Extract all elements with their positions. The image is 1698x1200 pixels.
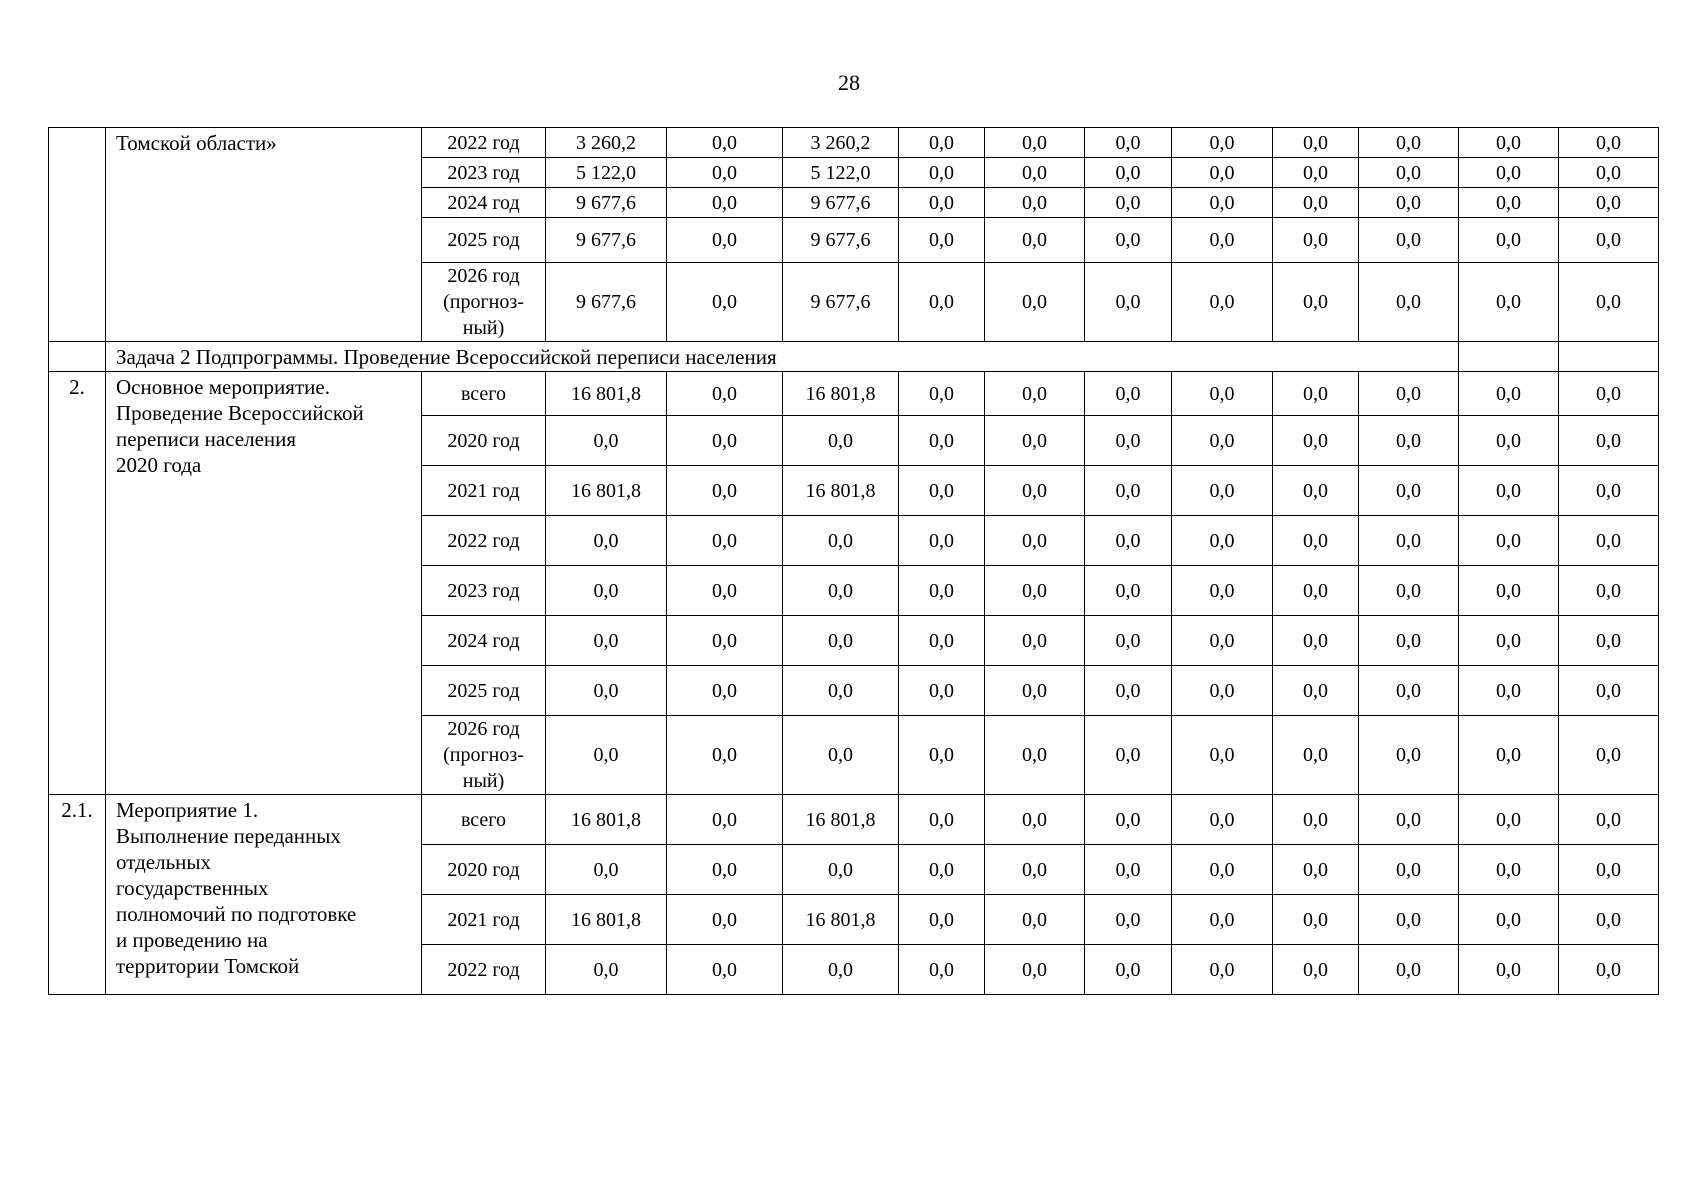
value-cell: 0,0 [1359, 516, 1459, 566]
value-cell: 16 801,8 [783, 795, 899, 845]
item-name-line: переписи населения [116, 427, 297, 451]
value-cell: 0,0 [667, 616, 783, 666]
value-cell: 16 801,8 [546, 466, 667, 516]
value-cell: 0,0 [899, 218, 985, 263]
value-cell: 0,0 [1085, 263, 1172, 342]
period-cell [422, 218, 546, 263]
period-cell [422, 566, 546, 616]
period-cell [422, 188, 546, 218]
period-line: 2024 год [447, 191, 520, 214]
item-number: 2. [49, 372, 106, 795]
value-cell: 0,0 [1559, 666, 1659, 716]
value-cell: 0,0 [1172, 945, 1273, 995]
value-cell: 0,0 [1459, 795, 1559, 845]
value-cell: 0,0 [667, 666, 783, 716]
value-cell: 0,0 [985, 188, 1085, 218]
value-cell: 0,0 [899, 566, 985, 616]
value-cell: 0,0 [1459, 616, 1559, 666]
item-name-line: Томской области» [116, 131, 277, 155]
period-line: 2020 год [447, 858, 520, 881]
value-cell: 0,0 [1273, 795, 1359, 845]
value-cell: 0,0 [1273, 895, 1359, 945]
value-cell: 0,0 [899, 516, 985, 566]
value-cell: 0,0 [1172, 845, 1273, 895]
value-cell: 0,0 [1459, 416, 1559, 466]
value-cell: 0,0 [1085, 416, 1172, 466]
value-cell: 0,0 [1273, 566, 1359, 616]
value-cell: 0,0 [1559, 188, 1659, 218]
value-cell: 0,0 [1085, 466, 1172, 516]
value-cell: 0,0 [783, 666, 899, 716]
value-cell: 0,0 [899, 666, 985, 716]
value-cell: 0,0 [1459, 188, 1559, 218]
item-number [49, 128, 106, 342]
value-cell: 0,0 [1359, 218, 1459, 263]
period-line: (прогноз- [443, 291, 524, 313]
value-cell: 0,0 [1085, 188, 1172, 218]
period-line: всего [460, 808, 507, 831]
value-cell: 9 677,6 [783, 188, 899, 218]
value-cell: 0,0 [1559, 466, 1659, 516]
value-cell: 0,0 [1172, 616, 1273, 666]
value-cell: 0,0 [1085, 516, 1172, 566]
value-cell: 0,0 [985, 666, 1085, 716]
value-cell: 0,0 [1273, 516, 1359, 566]
item-name-line: Основное мероприятие. [116, 375, 330, 399]
value-cell: 0,0 [1459, 372, 1559, 416]
period-line: 2022 год [447, 131, 520, 154]
period-cell [422, 263, 546, 342]
value-cell: 0,0 [1459, 716, 1559, 795]
value-cell: 0,0 [1359, 188, 1459, 218]
period-line: 2021 год [447, 908, 520, 931]
task-row [49, 342, 1659, 372]
value-cell: 0,0 [1559, 128, 1659, 158]
value-cell: 0,0 [1085, 158, 1172, 188]
value-cell: 0,0 [546, 516, 667, 566]
value-cell: 0,0 [1172, 372, 1273, 416]
value-cell: 0,0 [1273, 263, 1359, 342]
value-cell: 0,0 [899, 158, 985, 188]
period-line: ный) [462, 770, 505, 792]
value-cell: 0,0 [1559, 845, 1659, 895]
value-cell: 0,0 [1273, 616, 1359, 666]
period-cell [422, 516, 546, 566]
period-line: 2020 год [447, 429, 520, 452]
value-cell: 0,0 [985, 128, 1085, 158]
period-line: 2022 год [447, 529, 520, 552]
value-cell: 0,0 [546, 616, 667, 666]
value-cell: 0,0 [546, 416, 667, 466]
value-cell: 0,0 [783, 416, 899, 466]
value-cell: 0,0 [667, 895, 783, 945]
item-name [106, 372, 422, 795]
value-cell: 0,0 [985, 416, 1085, 466]
table-row [49, 128, 1659, 158]
value-cell: 0,0 [1172, 566, 1273, 616]
value-cell: 0,0 [899, 466, 985, 516]
value-cell: 0,0 [1459, 128, 1559, 158]
value-cell: 0,0 [1559, 795, 1659, 845]
value-cell: 0,0 [1359, 845, 1459, 895]
value-cell: 0,0 [1459, 263, 1559, 342]
value-cell: 9 677,6 [546, 188, 667, 218]
value-cell: 0,0 [667, 716, 783, 795]
value-cell: 0,0 [1459, 566, 1559, 616]
value-cell: 0,0 [899, 263, 985, 342]
value-cell: 0,0 [899, 616, 985, 666]
value-cell: 3 260,2 [783, 128, 899, 158]
value-cell: 0,0 [1085, 666, 1172, 716]
value-cell: 0,0 [1172, 158, 1273, 188]
value-cell: 0,0 [783, 945, 899, 995]
item-name-line: и проведению на [116, 928, 268, 952]
value-cell: 0,0 [985, 466, 1085, 516]
value-cell: 9 677,6 [546, 218, 667, 263]
value-cell: 0,0 [1273, 945, 1359, 995]
value-cell: 0,0 [1172, 516, 1273, 566]
value-cell: 5 122,0 [546, 158, 667, 188]
item-name-line: государственных [116, 876, 269, 900]
period-line: 2023 год [447, 579, 520, 602]
value-cell: 0,0 [1172, 716, 1273, 795]
item-name-line: 2020 года [116, 453, 202, 477]
item-name-line: отдельных [116, 850, 212, 874]
value-cell: 16 801,8 [783, 372, 899, 416]
task-empty-cell [1459, 342, 1559, 372]
value-cell: 3 260,2 [546, 128, 667, 158]
value-cell: 0,0 [1359, 466, 1459, 516]
table-row [49, 795, 1659, 845]
value-cell: 0,0 [1359, 372, 1459, 416]
period-cell [422, 372, 546, 416]
value-cell: 0,0 [1359, 566, 1459, 616]
value-cell: 0,0 [985, 716, 1085, 795]
value-cell: 0,0 [1359, 416, 1459, 466]
value-cell: 9 677,6 [783, 263, 899, 342]
value-cell: 0,0 [1459, 845, 1559, 895]
value-cell: 0,0 [1273, 128, 1359, 158]
task-empty-cell [1559, 342, 1659, 372]
task-title: Задача 2 Подпрограммы. Проведение Всероссийской переписи населения [106, 342, 1459, 372]
value-cell: 0,0 [985, 566, 1085, 616]
item-name-line: Мероприятие 1. [116, 798, 259, 822]
item-name-line: полномочий по подготовке [116, 902, 357, 926]
value-cell: 0,0 [899, 372, 985, 416]
value-cell: 0,0 [1459, 158, 1559, 188]
value-cell: 0,0 [1085, 795, 1172, 845]
value-cell: 0,0 [1559, 566, 1659, 616]
value-cell: 0,0 [1359, 716, 1459, 795]
value-cell: 0,0 [1172, 666, 1273, 716]
period-cell [422, 795, 546, 845]
value-cell: 0,0 [667, 795, 783, 845]
period-cell [422, 416, 546, 466]
period-line: 2025 год [447, 679, 520, 702]
value-cell: 0,0 [546, 666, 667, 716]
period-cell [422, 716, 546, 795]
period-cell [422, 128, 546, 158]
value-cell: 0,0 [667, 516, 783, 566]
value-cell: 0,0 [1172, 795, 1273, 845]
value-cell: 0,0 [1359, 895, 1459, 945]
value-cell: 16 801,8 [546, 372, 667, 416]
value-cell: 0,0 [1172, 218, 1273, 263]
value-cell: 0,0 [667, 845, 783, 895]
value-cell: 0,0 [1359, 616, 1459, 666]
value-cell: 0,0 [1172, 263, 1273, 342]
value-cell: 0,0 [1559, 158, 1659, 188]
value-cell: 5 122,0 [783, 158, 899, 188]
period-cell [422, 466, 546, 516]
value-cell: 0,0 [1085, 566, 1172, 616]
page-number: 28 [838, 70, 860, 95]
value-cell: 0,0 [985, 158, 1085, 188]
value-cell: 0,0 [667, 372, 783, 416]
value-cell: 0,0 [1172, 128, 1273, 158]
value-cell: 0,0 [1085, 945, 1172, 995]
period-line: всего [460, 382, 507, 405]
value-cell: 0,0 [1085, 128, 1172, 158]
value-cell: 0,0 [1559, 616, 1659, 666]
period-cell [422, 945, 546, 995]
value-cell: 0,0 [546, 716, 667, 795]
period-line: 2021 год [447, 479, 520, 502]
value-cell: 0,0 [985, 263, 1085, 342]
value-cell: 0,0 [985, 516, 1085, 566]
value-cell: 0,0 [546, 845, 667, 895]
value-cell: 0,0 [1559, 945, 1659, 995]
value-cell: 0,0 [1273, 188, 1359, 218]
period-cell [422, 158, 546, 188]
period-cell [422, 895, 546, 945]
value-cell: 0,0 [1085, 372, 1172, 416]
table-row [49, 372, 1659, 416]
value-cell: 0,0 [1459, 895, 1559, 945]
value-cell: 0,0 [1273, 372, 1359, 416]
value-cell: 0,0 [985, 616, 1085, 666]
value-cell: 0,0 [667, 945, 783, 995]
value-cell: 0,0 [1172, 895, 1273, 945]
value-cell: 0,0 [985, 372, 1085, 416]
value-cell: 0,0 [899, 716, 985, 795]
period-line: 2026 год [447, 718, 520, 740]
value-cell: 0,0 [899, 416, 985, 466]
value-cell: 0,0 [1273, 845, 1359, 895]
period-cell [422, 845, 546, 895]
value-cell: 0,0 [783, 616, 899, 666]
value-cell: 0,0 [1359, 263, 1459, 342]
value-cell: 0,0 [1359, 158, 1459, 188]
period-line: 2022 год [447, 958, 520, 981]
value-cell: 0,0 [546, 566, 667, 616]
value-cell: 0,0 [1359, 128, 1459, 158]
value-cell: 0,0 [783, 516, 899, 566]
value-cell: 0,0 [985, 945, 1085, 995]
item-name-line: Выполнение переданных [116, 824, 341, 848]
value-cell: 0,0 [667, 263, 783, 342]
value-cell: 0,0 [1085, 845, 1172, 895]
budget-table [48, 127, 1659, 995]
value-cell: 0,0 [1273, 218, 1359, 263]
value-cell: 0,0 [1172, 416, 1273, 466]
value-cell: 0,0 [667, 466, 783, 516]
value-cell: 0,0 [1459, 218, 1559, 263]
value-cell: 0,0 [667, 416, 783, 466]
value-cell: 16 801,8 [546, 895, 667, 945]
item-name-line: территории Томской [116, 954, 300, 978]
value-cell: 0,0 [667, 158, 783, 188]
period-line: 2023 год [447, 161, 520, 184]
period-line: (прогноз- [443, 744, 524, 766]
value-cell: 0,0 [899, 895, 985, 945]
period-line: 2025 год [447, 229, 520, 251]
value-cell: 0,0 [1085, 616, 1172, 666]
value-cell: 0,0 [1273, 466, 1359, 516]
value-cell: 0,0 [899, 845, 985, 895]
value-cell: 0,0 [1559, 218, 1659, 263]
value-cell: 0,0 [1559, 516, 1659, 566]
value-cell: 0,0 [1273, 416, 1359, 466]
period-line: ный) [462, 317, 505, 339]
value-cell: 0,0 [1359, 795, 1459, 845]
item-name [106, 795, 422, 995]
value-cell: 0,0 [1459, 666, 1559, 716]
value-cell: 16 801,8 [783, 466, 899, 516]
value-cell: 0,0 [667, 218, 783, 263]
value-cell: 0,0 [1459, 516, 1559, 566]
value-cell: 9 677,6 [546, 263, 667, 342]
item-name-line: Проведение Всероссийской [116, 401, 364, 425]
value-cell: 0,0 [667, 128, 783, 158]
value-cell: 9 677,6 [783, 218, 899, 263]
value-cell: 0,0 [783, 845, 899, 895]
value-cell: 0,0 [1559, 372, 1659, 416]
value-cell: 0,0 [546, 945, 667, 995]
value-cell: 0,0 [1085, 218, 1172, 263]
value-cell: 0,0 [1359, 945, 1459, 995]
value-cell: 0,0 [899, 795, 985, 845]
value-cell: 0,0 [1559, 263, 1659, 342]
value-cell: 0,0 [1273, 666, 1359, 716]
value-cell: 0,0 [899, 945, 985, 995]
period-cell [422, 666, 546, 716]
value-cell: 0,0 [783, 716, 899, 795]
value-cell: 0,0 [667, 188, 783, 218]
value-cell: 0,0 [667, 566, 783, 616]
value-cell: 0,0 [1172, 466, 1273, 516]
value-cell: 0,0 [1559, 416, 1659, 466]
value-cell: 0,0 [985, 795, 1085, 845]
value-cell: 16 801,8 [783, 895, 899, 945]
value-cell: 0,0 [899, 128, 985, 158]
period-cell [422, 616, 546, 666]
value-cell: 0,0 [1459, 466, 1559, 516]
item-name [106, 128, 422, 342]
value-cell: 0,0 [985, 895, 1085, 945]
value-cell: 0,0 [1085, 716, 1172, 795]
value-cell: 0,0 [899, 188, 985, 218]
value-cell: 0,0 [1459, 945, 1559, 995]
item-number: 2.1. [49, 795, 106, 995]
value-cell: 0,0 [1273, 158, 1359, 188]
value-cell: 0,0 [985, 218, 1085, 263]
task-num-cell [49, 342, 106, 372]
period-line: 2026 год [447, 265, 520, 287]
value-cell: 0,0 [1359, 666, 1459, 716]
value-cell: 0,0 [1559, 895, 1659, 945]
value-cell: 16 801,8 [546, 795, 667, 845]
value-cell: 0,0 [1085, 895, 1172, 945]
period-line: 2024 год [447, 629, 520, 652]
value-cell: 0,0 [1273, 716, 1359, 795]
value-cell: 0,0 [783, 566, 899, 616]
value-cell: 0,0 [985, 845, 1085, 895]
value-cell: 0,0 [1172, 188, 1273, 218]
value-cell: 0,0 [1559, 716, 1659, 795]
